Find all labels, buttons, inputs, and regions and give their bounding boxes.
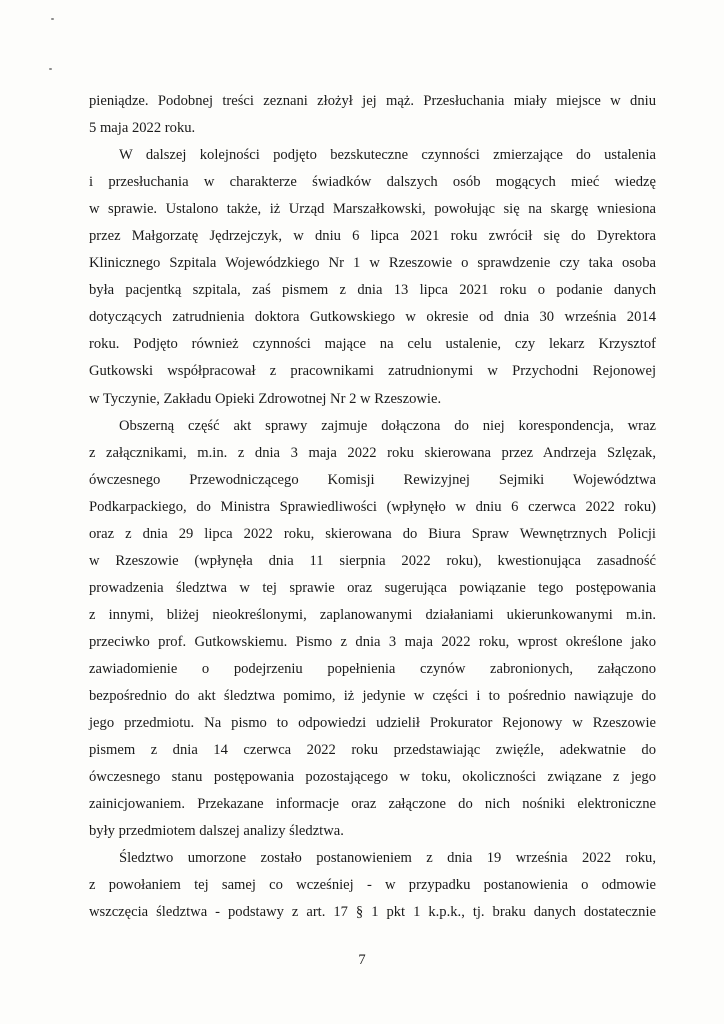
paragraph (89, 142, 656, 412)
text-line: w Rzeszowie (wpłynęła dnia 11 sierpnia 2022 roku), kwestionująca zasadność (89, 552, 656, 569)
scan-artifact-dot (51, 18, 54, 20)
text-line: Klinicznego Szpitala Wojewódzkiego Nr 1 w Rzeszowie o sprawdzenie czy taka osoba (89, 255, 656, 272)
text-line: Śledztwo umorzone zostało postanowieniem z dnia 19 września 2022 roku, (119, 850, 656, 867)
paragraph (89, 413, 656, 846)
text-line: była pacjentką szpitala, zaś pismem z dnia 13 lipca 2021 roku o podanie danych (89, 282, 656, 299)
text-line: pieniądze. Podobnej treści zeznani złożył jej mąż. Przesłuchania miały miejsce w dniu (89, 93, 656, 109)
paragraph (89, 845, 656, 926)
text-line: jego przedmiotu. Na pismo to odpowiedzi udzielił Prokurator Rejonowy w Rzeszowie (89, 715, 656, 732)
text-line: i przesłuchania w charakterze świadków dalszych osób mogących mieć wiedzę (89, 174, 656, 191)
text-line: prowadzenia śledztwa w tej sprawie oraz sugerująca powiązanie tego postępowania (89, 579, 656, 596)
text-line: dotyczących zatrudnienia doktora Gutkowskiego w okresie od dnia 30 września 2014 (89, 309, 656, 326)
text-line: Gutkowski współpracował z pracownikami zatrudnionymi w Przychodni Rejonowej (89, 363, 656, 380)
text-line: pismem z dnia 14 czerwca 2022 roku przedstawiając zwięźle, adekwatnie do (89, 742, 656, 759)
text-line: Obszerną część akt sprawy zajmuje dołączona do niej korespondencja, wraz (119, 417, 656, 434)
text-line: przeciwko prof. Gutkowskiemu. Pismo z dnia 3 maja 2022 roku, wprost określone jako (89, 633, 656, 650)
text-line: w sprawie. Ustalono także, iż Urząd Marszałkowski, powołując się na skargę wniesiona (89, 201, 656, 218)
text-line: ówczesnego Przewodniczącego Komisji Rewizyjnej Sejmiki Województwa (89, 471, 656, 488)
text-line: oraz z dnia 29 lipca 2022 roku, skierowana do Biura Spraw Wewnętrznych Policji (89, 525, 656, 542)
page-number: 7 (358, 952, 366, 968)
text-line: wszczęcia śledztwa - podstawy z art. 17 § 1 pkt 1 k.p.k., tj. braku danych dostatecznie (89, 904, 656, 921)
scan-artifact-dot (49, 68, 52, 70)
document-body (89, 88, 656, 926)
text-line: bezpośrednio do akt śledztwa pomimo, iż jedynie w części i to pośrednio nawiązuje do (89, 688, 656, 705)
text-line: zainicjowaniem. Przekazane informacje oraz załączone do nich nośniki elektroniczne (89, 796, 656, 813)
text-line: z innymi, bliżej nieokreślonymi, zaplanowanymi działaniami ukierunkowanymi m.in. (89, 606, 656, 623)
text-line: W dalszej kolejności podjęto bezskuteczne czynności zmierzające do ustalenia (119, 147, 656, 164)
text-line: ówczesnego stanu postępowania pozostającego w toku, okoliczności związane z jego (89, 769, 656, 786)
paragraph (89, 88, 656, 142)
text-line: w Tyczynie, Zakładu Opieki Zdrowotnej Nr 2 w Rzeszowie. (89, 390, 442, 407)
text-line: zawiadomienie o podejrzeniu popełnienia czynów zabronionych, załączono (89, 660, 656, 677)
text-line: 5 maja 2022 roku. (89, 120, 196, 137)
text-line: przez Małgorzatę Jędrzejczyk, w dniu 6 lipca 2021 roku zwrócił się do Dyrektora (89, 228, 656, 245)
text-line: roku. Podjęto również czynności mające na celu ustalenie, czy lekarz Krzysztof (89, 336, 656, 353)
text-line: z załącznikami, m.in. z dnia 3 maja 2022 roku skierowana przez Andrzeja Szlęzak, (89, 444, 656, 461)
text-line: były przedmiotem dalszej analizy śledztwa. (89, 823, 344, 840)
text-line: z powołaniem tej samej co wcześniej - w przypadku postanowienia o odmowie (89, 877, 656, 894)
text-line: Podkarpackiego, do Ministra Sprawiedliwości (wpłynęło w dniu 6 czerwca 2022 roku) (89, 498, 656, 515)
